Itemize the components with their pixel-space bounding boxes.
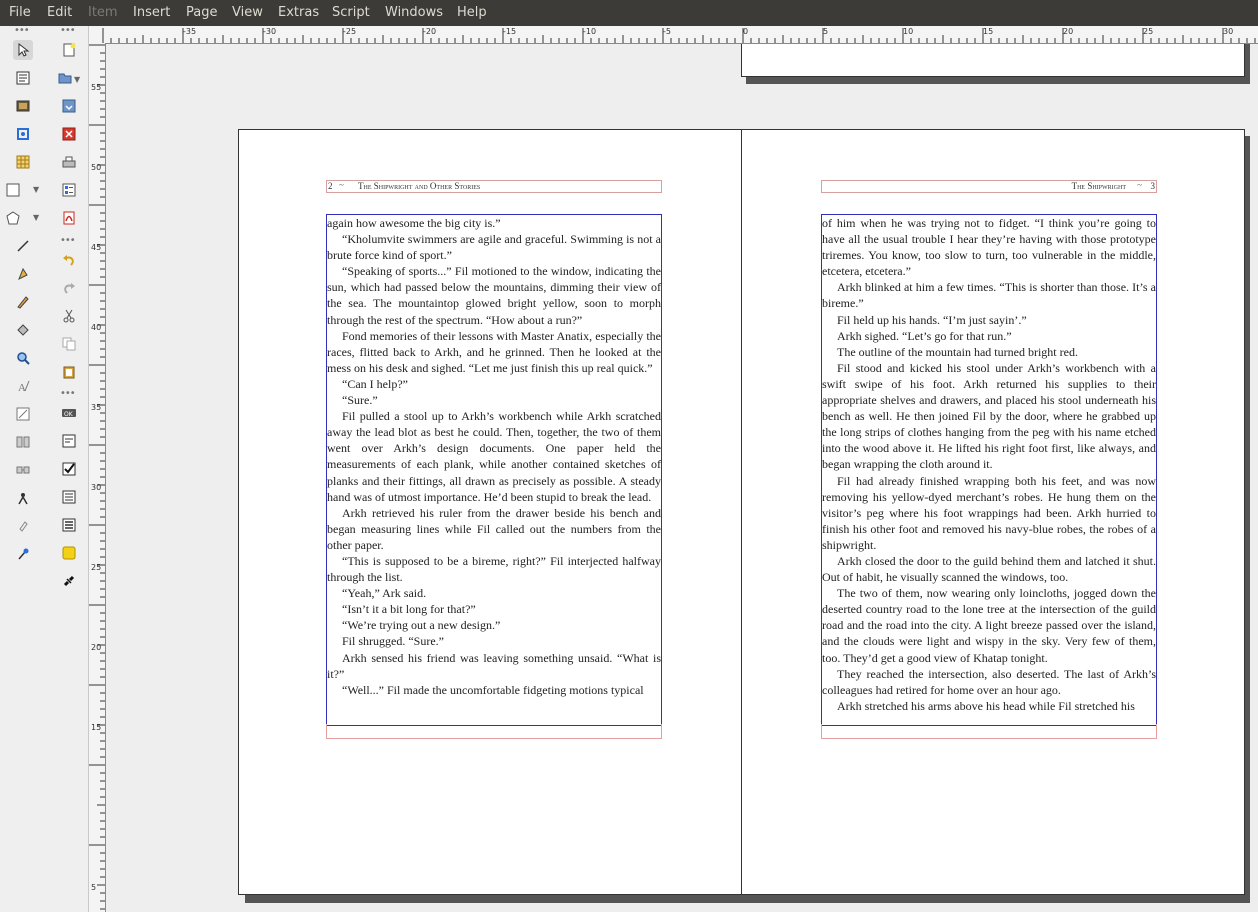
undo-icon[interactable] — [59, 250, 79, 270]
menu-view[interactable]: View — [232, 5, 263, 20]
menu-edit[interactable]: Edit — [47, 5, 73, 20]
pdf-combobox-icon[interactable] — [59, 487, 79, 507]
ruler-label: 0 — [743, 27, 749, 36]
measure-icon[interactable] — [13, 460, 33, 480]
menu-windows[interactable]: Windows — [385, 5, 444, 20]
ruler-label: 20 — [91, 643, 102, 652]
new-document-icon[interactable] — [59, 40, 79, 60]
menu-item[interactable]: Item — [88, 5, 118, 20]
paragraph: “We’re trying out a new design.” — [342, 618, 501, 633]
vertical-ruler[interactable] — [89, 43, 106, 912]
pdf-link-icon[interactable] — [59, 571, 79, 591]
ruler-label: 40 — [91, 323, 102, 332]
zoom-icon[interactable] — [13, 348, 33, 368]
ruler-label: 10 — [903, 27, 914, 36]
paragraph: “Isn’t it a bit long for that?” — [342, 602, 476, 617]
header-title: The Shipwright — [1071, 181, 1126, 191]
redo-icon[interactable] — [59, 278, 79, 298]
link-frames-icon[interactable] — [13, 404, 33, 424]
annotation-icon[interactable] — [59, 543, 79, 563]
ruler-label: 15 — [91, 723, 102, 732]
ruler-label: 15 — [983, 27, 994, 36]
paragraph: “Sure.” — [342, 393, 378, 408]
paragraph: Arkh sensed his friend was leaving something unsaid. “What is it?” — [327, 650, 661, 681]
shape-icon[interactable] — [3, 180, 23, 200]
svg-text:OK: OK — [64, 411, 73, 418]
ruler-label: 25 — [1143, 27, 1154, 36]
flourish-icon: ~ — [339, 180, 344, 190]
menu-extras[interactable]: Extras — [278, 5, 320, 20]
ruler-label: -20 — [423, 27, 437, 36]
pdf-export-icon[interactable] — [59, 208, 79, 228]
header-frame[interactable] — [821, 180, 1157, 193]
paragraph: Arkh retrieved his ruler from the drawer beside his bench and began measuring lines while Fil called out the numbers from the other paper. — [327, 505, 661, 552]
polygon-icon[interactable] — [3, 208, 23, 228]
paragraph: Arkh closed the door to the guild behind them and latched it shut. Out of habit, he visually scanned the windows, too. — [822, 553, 1156, 585]
freehand-icon[interactable] — [13, 292, 33, 312]
line-icon[interactable] — [13, 236, 33, 256]
footer-frame[interactable] — [821, 724, 1157, 739]
text-frame[interactable] — [821, 214, 1157, 726]
header-page-number: 2 — [328, 181, 333, 191]
paragraph: “Yeah,” Ark said. — [342, 586, 427, 601]
svg-text:A: A — [18, 382, 26, 393]
text-frame-icon[interactable] — [13, 68, 33, 88]
table-icon[interactable] — [13, 152, 33, 172]
preflight-icon[interactable] — [59, 180, 79, 200]
toolbar-grip-icon[interactable]: ••• — [14, 25, 29, 36]
paragraph: “Well...” Fil made the uncomfortable fidgeting motions typical — [342, 682, 644, 697]
paragraph: “This is supposed to be a bireme, right?” Fil interjected halfway through the list. — [327, 553, 661, 585]
paragraph: “Speaking of sports...” Fil motioned to the window, indicating the sun, which had passed below the mountains, dimming their view of the sea. The mountaintop glowed bright yellow, soon to morph through the rest of the spectrum. “How about a run?” — [327, 264, 661, 327]
menu-page[interactable]: Page — [186, 5, 218, 20]
pdf-listbox-icon[interactable] — [59, 515, 79, 535]
ruler-label: 55 — [91, 83, 102, 92]
ruler-label: 25 — [91, 563, 102, 572]
flourish-icon: ~ — [1137, 180, 1142, 190]
tools-toolbar — [0, 26, 89, 912]
paragraph: Arkh stretched his arms above his head while Fil stretched his — [837, 698, 1135, 713]
paragraph: Fil held up his hands. “I’m just sayin’.” — [837, 312, 1027, 327]
ruler-label: -30 — [263, 27, 277, 36]
paragraph: Fond memories of their lessons with Master Anatix, especially the races, flitted back to Arkh, and he grinned. Then he looked at the mess on his desk and sighed. “Let me just finish this up real quick.” — [327, 328, 661, 375]
open-icon[interactable] — [55, 68, 75, 88]
ruler-label: 30 — [91, 483, 102, 492]
pdf-checkbox-icon[interactable] — [59, 459, 79, 479]
ruler-label: -25 — [343, 27, 357, 36]
horizontal-ruler[interactable] — [89, 26, 1258, 44]
save-icon[interactable] — [59, 96, 79, 116]
toolbar-grip-icon[interactable]: ••• — [60, 235, 75, 246]
menu-bar — [0, 0, 1258, 26]
close-icon[interactable] — [59, 124, 79, 144]
open-dropdown-icon[interactable]: ▼ — [74, 75, 81, 84]
shape-dropdown-icon[interactable]: ▼ — [33, 185, 40, 194]
paragraph: They reached the intersection, also deserted. The last of Arkh’s colleagues had retired for home over an hour ago. — [822, 666, 1156, 697]
ruler-ticks — [89, 43, 105, 912]
copy-properties-icon[interactable] — [13, 488, 33, 508]
footer-frame[interactable] — [326, 724, 662, 739]
paste-icon[interactable] — [59, 362, 79, 382]
menu-file[interactable]: File — [9, 5, 31, 20]
unlink-frames-icon[interactable] — [13, 432, 33, 452]
ruler-label: 35 — [91, 403, 102, 412]
paragraph: Arkh sighed. “Let’s go for that run.” — [837, 328, 1012, 343]
menu-help[interactable]: Help — [457, 5, 487, 20]
paragraph: “Can I help?” — [342, 376, 408, 391]
eyedropper-icon[interactable] — [13, 544, 33, 564]
paragraph: Fil stood and kicked his stool under Arkh’s workbench with a swift swipe of his foot. Arkh returned his supplies to their appropriate shelves and drawers, and placed his stool underneath his bench as well. He then joined Fil by the door, where he grabbed up the long strips of clothes hanging from the peg with his name etched into the wood above it. He lifted his right foot first, like always, and began wrapping the cloth around it. — [822, 360, 1156, 472]
copy-icon[interactable] — [59, 334, 79, 354]
print-icon[interactable] — [59, 152, 79, 172]
previous-page[interactable] — [741, 44, 1245, 77]
page-shadow — [245, 895, 1246, 903]
ruler-label: 5 — [823, 27, 829, 36]
ruler-label: 20 — [1063, 27, 1074, 36]
header-frame[interactable] — [326, 180, 662, 193]
pdf-textfield-icon[interactable] — [59, 431, 79, 451]
cut-icon[interactable] — [59, 306, 79, 326]
rotate-icon[interactable] — [13, 320, 33, 340]
paragraph: Fil pulled a stool up to Arkh’s workbench while Arkh scratched away the lead blot as best he could. Then, together, the two of them went over Arkh’s design documents. One paper held the measurements of each plank, while another contained sketches of planks and their fittings, all drawn as precisely as possible. A steady hand was of utmost importance. He’d been stupid to break the lead. — [327, 409, 661, 504]
paragraph: The two of them, now wearing only loincloths, jogged down the deserted country road to the lone tree at the intersection of the guild road and the road into the city. A light breeze passed over the island, and the clouds were light and wispy in the sky. Very few of them, too. They’d get a good view of Khatap tonight. — [822, 586, 1156, 665]
document-canvas[interactable] — [106, 44, 1258, 912]
ruler-label: 30 — [1223, 27, 1234, 36]
text-frame[interactable] — [326, 214, 662, 726]
polygon-dropdown-icon[interactable]: ▼ — [33, 213, 40, 222]
paragraph: of him when he was trying not to fidget. “I think you’re going to have all the usual trouble I hear they’re having with those prototype triremes. You know, too slow to turn, too vulnerable in the middle, etcetera, etcetera.” — [822, 216, 1156, 279]
menu-script[interactable]: Script — [332, 5, 370, 20]
ruler-label: -15 — [503, 27, 517, 36]
header-page-number: 3 — [1150, 181, 1155, 191]
ruler-label: 50 — [91, 163, 102, 172]
pdf-button-icon[interactable] — [59, 403, 79, 423]
edit-text-icon[interactable] — [13, 376, 33, 396]
eyedropper-icon[interactable] — [13, 516, 33, 536]
ruler-label: -10 — [583, 27, 597, 36]
render-frame-icon[interactable] — [13, 124, 33, 144]
paragraph: Fil shrugged. “Sure.” — [342, 634, 444, 649]
paragraph: “Kholumvite swimmers are agile and graceful. Swimming is not a brute force kind of sport.” — [327, 232, 661, 263]
image-frame-icon[interactable] — [13, 96, 33, 116]
paragraph: The outline of the mountain had turned bright red. — [837, 344, 1078, 359]
menu-insert[interactable]: Insert — [133, 5, 171, 20]
ruler-label: 5 — [91, 883, 97, 892]
paragraph: again how awesome the big city is.” — [327, 216, 501, 230]
right-page[interactable] — [741, 129, 1245, 895]
header-title: The Shipwright and Other Stories — [358, 181, 481, 191]
left-page[interactable] — [238, 129, 742, 895]
toolbar-grip-icon[interactable]: ••• — [60, 25, 75, 36]
toolbar-grip-icon[interactable]: ••• — [60, 388, 75, 399]
ruler-label: -35 — [183, 27, 197, 36]
paragraph: Fil had already finished wrapping both his feet, and was now removing his yellow-dyed merchant’s robes. He hung them on the visitor’s peg where his foot wrappings had been. Arkh hurried to finish his other foot and removed his navy-blue robes, the robes of a shipwright. — [822, 473, 1156, 552]
bezier-icon[interactable] — [13, 264, 33, 284]
ruler-label: -5 — [663, 27, 671, 36]
ruler-label: 45 — [91, 243, 102, 252]
select-icon[interactable] — [13, 40, 33, 60]
paragraph: Arkh blinked at him a few times. “This is shorter than those. It’s a bireme.” — [822, 280, 1156, 311]
